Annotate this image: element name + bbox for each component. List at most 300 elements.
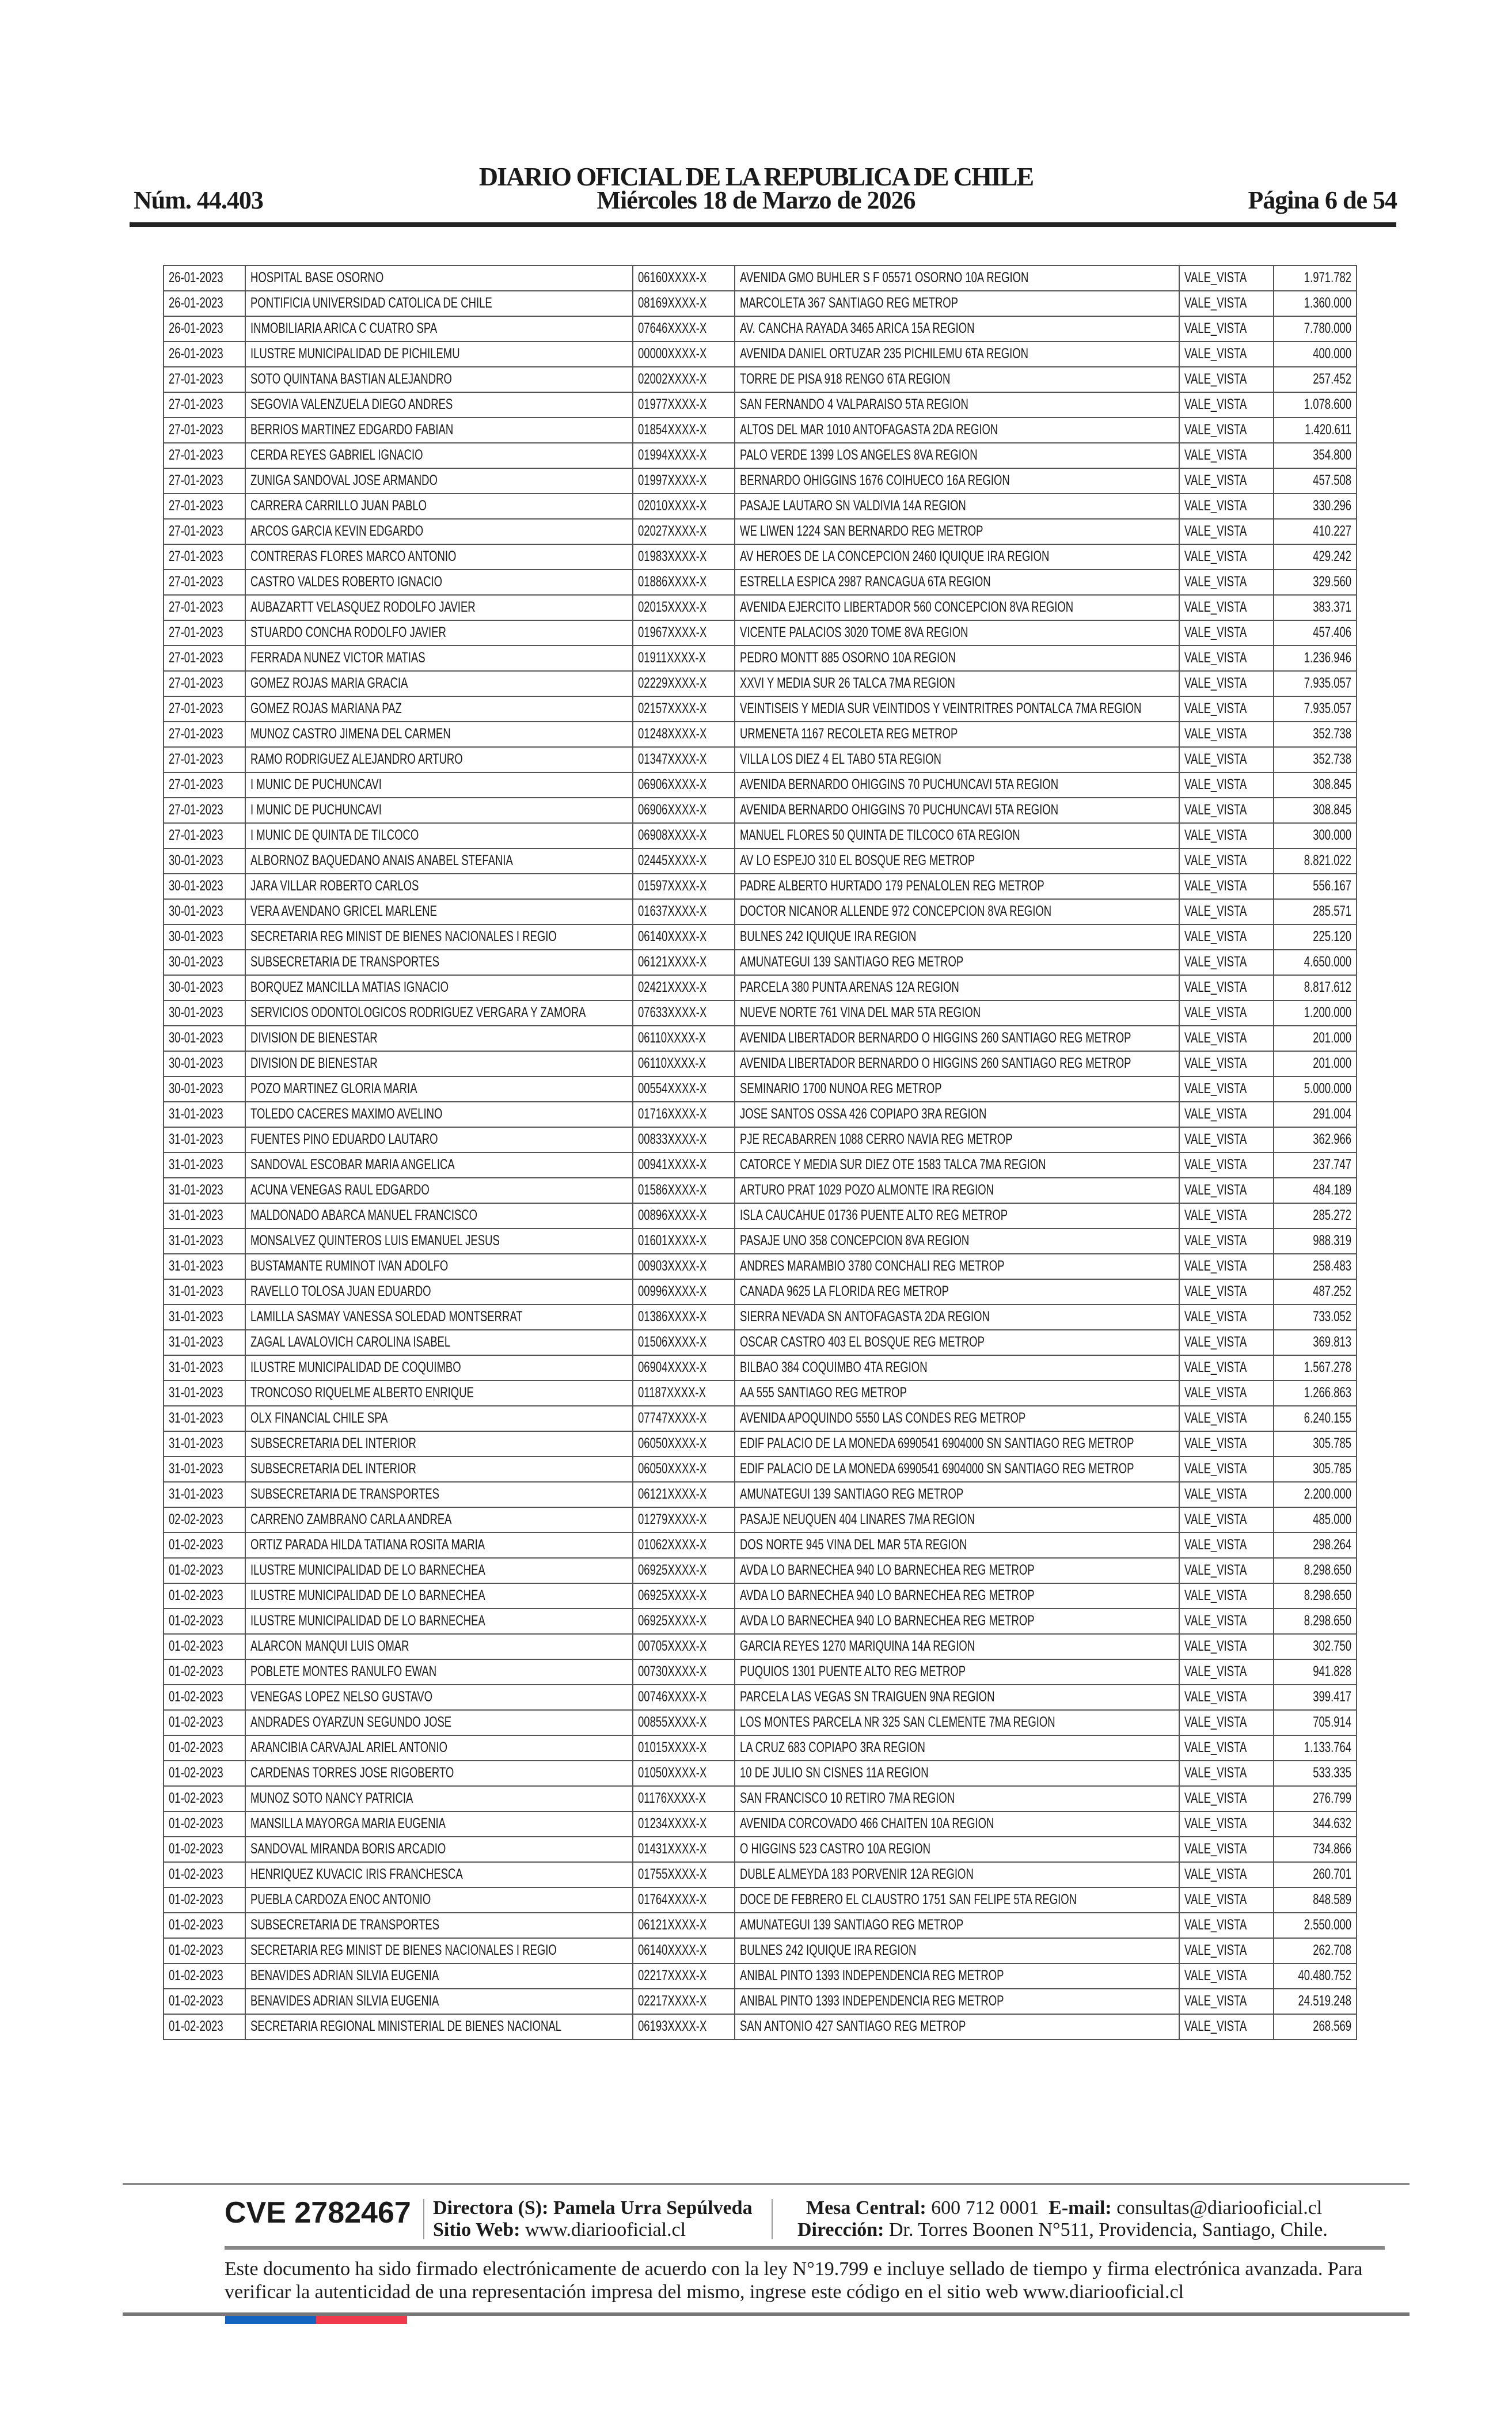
beneficiary-cell: [245, 1254, 633, 1279]
date-cell: [164, 620, 245, 646]
amount-cell: [1274, 772, 1357, 798]
amount-cell-text: 484.189: [1313, 1182, 1351, 1198]
rut-cell-text: 07646XXXX-X: [638, 320, 707, 336]
amount-cell: [1274, 924, 1357, 950]
payment-type-cell-text: VALE_VISTA: [1184, 903, 1247, 919]
address-cell-text: DOCE DE FEBRERO EL CLAUSTRO 1751 SAN FELIPE 5TA REGION: [740, 1891, 1077, 1908]
table-row: [164, 975, 1357, 1000]
amount-cell-text: 1.078.600: [1304, 396, 1351, 412]
amount-cell: [1274, 1457, 1357, 1482]
date-cell-text: 31-01-2023: [169, 1258, 223, 1274]
address-line: [797, 2219, 1328, 2241]
payment-type-cell: [1179, 1786, 1274, 1811]
beneficiary-cell-text: ZUNIGA SANDOVAL JOSE ARMANDO: [250, 472, 438, 488]
rut-cell-text: 07747XXXX-X: [638, 1410, 707, 1426]
address-cell-text: BULNES 242 IQUIQUE IRA REGION: [740, 928, 917, 945]
payment-type-cell: [1179, 1659, 1274, 1685]
rut-cell-text: 01015XXXX-X: [638, 1739, 707, 1756]
table-row: [164, 1279, 1357, 1305]
rut-cell: [633, 1710, 735, 1735]
rut-cell-text: 02015XXXX-X: [638, 599, 707, 615]
payment-type-cell-text: VALE_VISTA: [1184, 2018, 1247, 2034]
amount-cell-text: 329.560: [1313, 574, 1351, 590]
address-cell-text: AVENIDA LIBERTADOR BERNARDO O HIGGINS 260 SANTIAGO REG METROP: [740, 1030, 1131, 1046]
table-row: [164, 570, 1357, 595]
payment-type-cell-text: VALE_VISTA: [1184, 827, 1247, 843]
rut-cell: [633, 1305, 735, 1330]
date-cell: [164, 1938, 245, 1963]
amount-cell-text: 276.799: [1313, 1790, 1351, 1806]
beneficiary-cell: [245, 1178, 633, 1203]
amount-cell-text: 733.052: [1313, 1309, 1351, 1325]
beneficiary-cell: [245, 544, 633, 570]
date-cell: [164, 646, 245, 671]
table-row: [164, 620, 1357, 646]
amount-cell: [1274, 1938, 1357, 1963]
address-cell: [735, 1609, 1179, 1634]
amount-cell-text: 410.227: [1313, 523, 1351, 539]
amount-cell-text: 2.550.000: [1304, 1917, 1351, 1933]
payment-type-cell: [1179, 1457, 1274, 1482]
payment-type-cell-text: VALE_VISTA: [1184, 1790, 1247, 1806]
date-cell-text: 01-02-2023: [169, 1587, 223, 1603]
amount-cell: [1274, 1811, 1357, 1837]
beneficiary-cell-text: SUBSECRETARIA DE TRANSPORTES: [250, 954, 439, 970]
amount-cell: [1274, 798, 1357, 823]
rut-cell-text: 06193XXXX-X: [638, 2018, 707, 2034]
beneficiary-cell: [245, 950, 633, 975]
address-cell-text: AVENIDA CORCOVADO 466 CHAITEN 10A REGION: [740, 1815, 994, 1832]
amount-cell-text: 734.866: [1313, 1841, 1351, 1857]
amount-cell-text: 260.701: [1313, 1866, 1351, 1882]
email-label: E-mail:: [1048, 2197, 1112, 2219]
address-cell-text: BERNARDO OHIGGINS 1676 COIHUECO 16A REGION: [740, 472, 1010, 488]
rut-cell-text: 06121XXXX-X: [638, 1486, 707, 1502]
date-cell-text: 27-01-2023: [169, 726, 223, 742]
payment-type-cell: [1179, 1482, 1274, 1507]
rut-cell-text: 00941XXXX-X: [638, 1157, 707, 1173]
rut-cell: [633, 899, 735, 924]
address-cell: [735, 1381, 1179, 1406]
rut-cell-text: 00554XXXX-X: [638, 1080, 707, 1097]
header-divider: [130, 222, 1396, 227]
date-cell: [164, 595, 245, 620]
table-row: [164, 747, 1357, 772]
address-cell: [735, 570, 1179, 595]
address-cell-text: AVENIDA APOQUINDO 5550 LAS CONDES REG METROP: [740, 1410, 1026, 1426]
rut-cell: [633, 1152, 735, 1178]
table-row: [164, 798, 1357, 823]
address-cell: [735, 595, 1179, 620]
amount-cell: [1274, 2014, 1357, 2039]
amount-cell: [1274, 646, 1357, 671]
amount-cell-text: 1.236.946: [1304, 650, 1351, 666]
date-cell-text: 27-01-2023: [169, 776, 223, 793]
rut-cell: [633, 1406, 735, 1431]
address-cell-text: PASAJE UNO 358 CONCEPCION 8VA REGION: [740, 1233, 970, 1249]
beneficiary-cell-text: PUEBLA CARDOZA ENOC ANTONIO: [250, 1891, 431, 1908]
newspaper-title: DIARIO OFICIAL DE LA REPUBLICA DE CHILE: [478, 162, 1034, 191]
beneficiary-cell-text: MONSALVEZ QUINTEROS LUIS EMANUEL JESUS: [250, 1233, 500, 1249]
payment-type-cell: [1179, 291, 1274, 316]
rut-cell-text: 02002XXXX-X: [638, 371, 707, 387]
address-cell-text: AVENIDA BERNARDO OHIGGINS 70 PUCHUNCAVI 5TA REGION: [740, 776, 1059, 793]
payment-type-cell-text: VALE_VISTA: [1184, 1106, 1247, 1122]
date-cell: [164, 1381, 245, 1406]
rut-cell-text: 01176XXXX-X: [638, 1790, 706, 1806]
table-row: [164, 848, 1357, 874]
address-cell: [735, 1305, 1179, 1330]
address-cell: [735, 1837, 1179, 1862]
date-cell-text: 26-01-2023: [169, 320, 223, 336]
table-row: [164, 1811, 1357, 1837]
date-cell: [164, 1457, 245, 1482]
date-cell: [164, 1963, 245, 1989]
payment-type-cell-text: VALE_VISTA: [1184, 1613, 1247, 1629]
amount-cell: [1274, 443, 1357, 468]
rut-cell: [633, 443, 735, 468]
payment-type-cell: [1179, 646, 1274, 671]
beneficiary-cell-text: CARRENO ZAMBRANO CARLA ANDREA: [250, 1511, 452, 1527]
date-cell-text: 01-02-2023: [169, 1790, 223, 1806]
rut-cell-text: 00000XXXX-X: [638, 346, 707, 362]
amount-cell: [1274, 1659, 1357, 1685]
beneficiary-cell: [245, 671, 633, 696]
beneficiary-cell: [245, 1305, 633, 1330]
amount-cell: [1274, 1963, 1357, 1989]
payment-type-cell-text: VALE_VISTA: [1184, 1663, 1247, 1679]
address-cell-text: AMUNATEGUI 139 SANTIAGO REG METROP: [740, 1486, 964, 1502]
table-row: [164, 2014, 1357, 2039]
payment-type-cell-text: VALE_VISTA: [1184, 396, 1247, 412]
payment-type-cell-text: VALE_VISTA: [1184, 1207, 1247, 1223]
address-cell: [735, 950, 1179, 975]
email-link[interactable]: consultas@diariooficial.cl: [1116, 2197, 1323, 2219]
amount-cell: [1274, 1887, 1357, 1913]
rut-cell-text: 06121XXXX-X: [638, 1917, 707, 1933]
payment-type-cell-text: VALE_VISTA: [1184, 1993, 1247, 2009]
beneficiary-cell-text: SUBSECRETARIA DEL INTERIOR: [250, 1435, 416, 1451]
payment-type-cell: [1179, 468, 1274, 494]
amount-cell: [1274, 620, 1357, 646]
rut-cell: [633, 1279, 735, 1305]
date-cell: [164, 823, 245, 848]
payment-type-cell-text: VALE_VISTA: [1184, 979, 1247, 995]
date-cell: [164, 519, 245, 544]
address-cell-text: SAN ANTONIO 427 SANTIAGO REG METROP: [740, 2018, 966, 2034]
date-cell-text: 27-01-2023: [169, 548, 223, 564]
address-cell-text: SAN FERNANDO 4 VALPARAISO 5TA REGION: [740, 396, 968, 412]
date-cell-text: 01-02-2023: [169, 1815, 223, 1832]
rut-cell: [633, 1229, 735, 1254]
date-cell-text: 31-01-2023: [169, 1182, 223, 1198]
date-cell: [164, 1330, 245, 1355]
address-cell: [735, 1887, 1179, 1913]
date-cell: [164, 848, 245, 874]
address-cell: [735, 1457, 1179, 1482]
table-row: [164, 595, 1357, 620]
amount-cell-text: 302.750: [1313, 1638, 1351, 1654]
address-cell: [735, 1330, 1179, 1355]
table-row: [164, 874, 1357, 899]
amount-cell: [1274, 899, 1357, 924]
beneficiary-cell-text: I MUNIC DE PUCHUNCAVI: [250, 802, 382, 818]
date-cell: [164, 1127, 245, 1152]
payment-type-cell: [1179, 519, 1274, 544]
rut-cell: [633, 1761, 735, 1786]
amount-cell: [1274, 291, 1357, 316]
payment-type-cell: [1179, 1634, 1274, 1659]
rut-cell: [633, 646, 735, 671]
date-cell-text: 01-02-2023: [169, 1942, 223, 1958]
address-cell: [735, 1761, 1179, 1786]
beneficiary-cell-text: GOMEZ ROJAS MARIANA PAZ: [250, 700, 402, 716]
rut-cell: [633, 1989, 735, 2014]
date-cell-text: 27-01-2023: [169, 599, 223, 615]
amount-cell: [1274, 316, 1357, 342]
address-cell: [735, 975, 1179, 1000]
beneficiary-cell-text: STUARDO CONCHA RODOLFO JAVIER: [250, 624, 446, 640]
address-cell: [735, 1229, 1179, 1254]
amount-cell-text: 1.420.611: [1305, 422, 1351, 438]
date-cell-text: 01-02-2023: [169, 1714, 223, 1730]
table-row: [164, 823, 1357, 848]
rut-cell: [633, 874, 735, 899]
address-cell-text: ANDRES MARAMBIO 3780 CONCHALI REG METROP: [740, 1258, 1005, 1274]
table-row: [164, 1659, 1357, 1685]
amount-cell: [1274, 1127, 1357, 1152]
beneficiary-cell-text: MUNOZ CASTRO JIMENA DEL CARMEN: [250, 726, 451, 742]
rut-cell: [633, 266, 735, 291]
beneficiary-cell: [245, 722, 633, 747]
date-cell: [164, 1482, 245, 1507]
rut-cell-text: 06121XXXX-X: [638, 954, 707, 970]
beneficiary-cell: [245, 342, 633, 367]
rut-cell: [633, 1457, 735, 1482]
date-cell: [164, 1735, 245, 1761]
beneficiary-cell: [245, 1152, 633, 1178]
amount-cell-text: 8.821.022: [1304, 852, 1351, 869]
amount-cell: [1274, 1000, 1357, 1026]
table-row: [164, 899, 1357, 924]
payment-type-cell: [1179, 367, 1274, 392]
amount-cell-text: 2.200.000: [1304, 1486, 1351, 1502]
payment-type-cell: [1179, 1127, 1274, 1152]
beneficiary-cell-text: SEGOVIA VALENZUELA DIEGO ANDRES: [250, 396, 453, 412]
amount-cell-text: 533.335: [1313, 1765, 1351, 1781]
amount-cell: [1274, 1533, 1357, 1558]
rut-cell: [633, 2014, 735, 2039]
beneficiary-cell-text: SECRETARIA REGIONAL MINISTERIAL DE BIENES NACIONAL: [250, 2018, 562, 2034]
payment-type-cell: [1179, 1305, 1274, 1330]
rut-cell: [633, 519, 735, 544]
amount-cell-text: 1.200.000: [1304, 1004, 1351, 1021]
payment-type-cell-text: VALE_VISTA: [1184, 776, 1247, 793]
payment-type-cell-text: VALE_VISTA: [1184, 1283, 1247, 1299]
amount-cell-text: 1.567.278: [1304, 1359, 1351, 1375]
amount-cell-text: 5.000.000: [1304, 1080, 1351, 1097]
payment-type-cell: [1179, 1609, 1274, 1634]
date-cell: [164, 671, 245, 696]
address-cell-text: SIERRA NEVADA SN ANTOFAGASTA 2DA REGION: [740, 1309, 990, 1325]
director-line: [433, 2197, 753, 2219]
beneficiary-cell: [245, 1862, 633, 1887]
rut-cell: [633, 544, 735, 570]
payment-type-cell: [1179, 1533, 1274, 1558]
amount-cell: [1274, 1026, 1357, 1051]
beneficiary-cell: [245, 266, 633, 291]
address-cell-text: AV. CANCHA RAYADA 3465 ARICA 15A REGION: [740, 320, 975, 336]
payment-type-cell: [1179, 1203, 1274, 1229]
rut-cell-text: 01716XXXX-X: [638, 1106, 707, 1122]
beneficiary-cell: [245, 798, 633, 823]
date-cell: [164, 1786, 245, 1811]
amount-cell: [1274, 418, 1357, 443]
beneficiary-cell: [245, 1634, 633, 1659]
payment-type-cell-text: VALE_VISTA: [1184, 878, 1247, 894]
beneficiary-cell: [245, 1330, 633, 1355]
beneficiary-cell-text: SERVICIOS ODONTOLOGICOS RODRIGUEZ VERGARA Y ZAMORA: [250, 1004, 586, 1021]
address-cell: [735, 620, 1179, 646]
beneficiary-cell: [245, 519, 633, 544]
rut-cell: [633, 342, 735, 367]
rut-cell-text: 06050XXXX-X: [638, 1461, 707, 1477]
table-row: [164, 1254, 1357, 1279]
date-cell: [164, 722, 245, 747]
rut-cell: [633, 1051, 735, 1076]
date-cell-text: 01-02-2023: [169, 1866, 223, 1882]
date-cell: [164, 924, 245, 950]
address-cell: [735, 418, 1179, 443]
date-cell-text: 27-01-2023: [169, 498, 223, 514]
rut-cell-text: 06110XXXX-X: [638, 1055, 706, 1071]
beneficiary-cell: [245, 823, 633, 848]
address-cell-text: PALO VERDE 1399 LOS ANGELES 8VA REGION: [740, 447, 978, 463]
footer-separator: [423, 2199, 424, 2239]
rut-cell-text: 01050XXXX-X: [638, 1765, 707, 1781]
beneficiary-cell-text: DIVISION DE BIENESTAR: [250, 1030, 378, 1046]
payment-type-cell-text: VALE_VISTA: [1184, 700, 1247, 716]
payment-type-cell: [1179, 1811, 1274, 1837]
rut-cell: [633, 1786, 735, 1811]
address-cell-text: AVENIDA DANIEL ORTUZAR 235 PICHILEMU 6TA REGION: [740, 346, 1029, 362]
date-cell: [164, 468, 245, 494]
payment-type-cell: [1179, 443, 1274, 468]
date-cell: [164, 291, 245, 316]
address-cell: [735, 1786, 1179, 1811]
date-cell: [164, 772, 245, 798]
beneficiary-cell: [245, 2014, 633, 2039]
beneficiary-cell-text: LAMILLA SASMAY VANESSA SOLEDAD MONTSERRAT: [250, 1309, 523, 1325]
table-row: [164, 1305, 1357, 1330]
beneficiary-cell: [245, 772, 633, 798]
address-cell-text: ARTURO PRAT 1029 POZO ALMONTE IRA REGION: [740, 1182, 994, 1198]
address-cell-text: ISLA CAUCAHUE 01736 PUENTE ALTO REG METROP: [740, 1207, 1008, 1223]
payment-type-cell: [1179, 1963, 1274, 1989]
amount-cell: [1274, 367, 1357, 392]
amount-cell: [1274, 1786, 1357, 1811]
date-cell: [164, 1254, 245, 1279]
rut-cell-text: 01977XXXX-X: [638, 396, 707, 412]
address-cell-text: AMUNATEGUI 139 SANTIAGO REG METROP: [740, 954, 964, 970]
address-cell-text: AMUNATEGUI 139 SANTIAGO REG METROP: [740, 1917, 964, 1933]
rut-cell: [633, 1811, 735, 1837]
beneficiary-cell: [245, 1558, 633, 1583]
rut-cell-text: 00746XXXX-X: [638, 1689, 707, 1705]
rut-cell: [633, 772, 735, 798]
date-cell: [164, 1761, 245, 1786]
amount-cell-text: 352.738: [1313, 726, 1351, 742]
date-cell-text: 26-01-2023: [169, 346, 223, 362]
amount-cell: [1274, 1051, 1357, 1076]
rut-cell: [633, 418, 735, 443]
payment-type-cell-text: VALE_VISTA: [1184, 751, 1247, 767]
rut-cell-text: 01431XXXX-X: [638, 1841, 707, 1857]
rut-cell: [633, 1735, 735, 1761]
table-row: [164, 1229, 1357, 1254]
amount-cell-text: 24.519.248: [1298, 1993, 1351, 2009]
amount-cell: [1274, 1735, 1357, 1761]
beneficiary-cell-text: TRONCOSO RIQUELME ALBERTO ENRIQUE: [250, 1385, 474, 1401]
website-link[interactable]: www.diariooficial.cl: [525, 2219, 686, 2240]
date-cell: [164, 1609, 245, 1634]
amount-cell-text: 298.264: [1313, 1537, 1351, 1553]
website-label: Sitio Web:: [433, 2219, 521, 2240]
payment-type-cell: [1179, 1837, 1274, 1862]
table-row: [164, 1913, 1357, 1938]
flag-stripe-red: [316, 2316, 407, 2324]
payment-type-cell-text: VALE_VISTA: [1184, 1866, 1247, 1882]
payment-type-cell-text: VALE_VISTA: [1184, 1739, 1247, 1756]
beneficiary-cell-text: BORQUEZ MANCILLA MATIAS IGNACIO: [250, 979, 449, 995]
amount-cell-text: 308.845: [1313, 776, 1351, 793]
rut-cell-text: 01234XXXX-X: [638, 1815, 707, 1832]
beneficiary-cell-text: SANDOVAL MIRANDA BORIS ARCADIO: [250, 1841, 446, 1857]
date-cell: [164, 747, 245, 772]
amount-cell-text: 237.747: [1313, 1157, 1351, 1173]
address-cell-text: DUBLE ALMEYDA 183 PORVENIR 12A REGION: [740, 1866, 974, 1882]
amount-cell-text: 457.406: [1313, 624, 1351, 640]
address-cell-text: AA 555 SANTIAGO REG METROP: [740, 1385, 907, 1401]
beneficiary-cell: [245, 316, 633, 342]
payment-type-cell-text: VALE_VISTA: [1184, 371, 1247, 387]
beneficiary-cell-text: AUBAZARTT VELASQUEZ RODOLFO JAVIER: [250, 599, 476, 615]
address-cell-text: PADRE ALBERTO HURTADO 179 PENALOLEN REG METROP: [740, 878, 1044, 894]
rut-cell-text: 01248XXXX-X: [638, 726, 707, 742]
payment-type-cell-text: VALE_VISTA: [1184, 599, 1247, 615]
address-cell: [735, 722, 1179, 747]
payment-type-cell-text: VALE_VISTA: [1184, 852, 1247, 869]
payment-type-cell: [1179, 2014, 1274, 2039]
amount-cell-text: 7.780.000: [1304, 320, 1351, 336]
address-cell: [735, 1913, 1179, 1938]
date-cell-text: 27-01-2023: [169, 574, 223, 590]
address-cell: [735, 1431, 1179, 1457]
amount-cell: [1274, 595, 1357, 620]
date-cell-text: 27-01-2023: [169, 675, 223, 691]
beneficiary-cell: [245, 1989, 633, 2014]
address-cell-text: EDIF PALACIO DE LA MONEDA 6990541 6904000 SN SANTIAGO REG METROP: [740, 1461, 1134, 1477]
payment-type-cell: [1179, 722, 1274, 747]
rut-cell: [633, 316, 735, 342]
beneficiary-cell: [245, 874, 633, 899]
amount-cell: [1274, 468, 1357, 494]
address-cell: [735, 924, 1179, 950]
amount-cell: [1274, 1761, 1357, 1786]
date-cell-text: 31-01-2023: [169, 1486, 223, 1502]
address-cell: [735, 848, 1179, 874]
date-cell-text: 31-01-2023: [169, 1385, 223, 1401]
